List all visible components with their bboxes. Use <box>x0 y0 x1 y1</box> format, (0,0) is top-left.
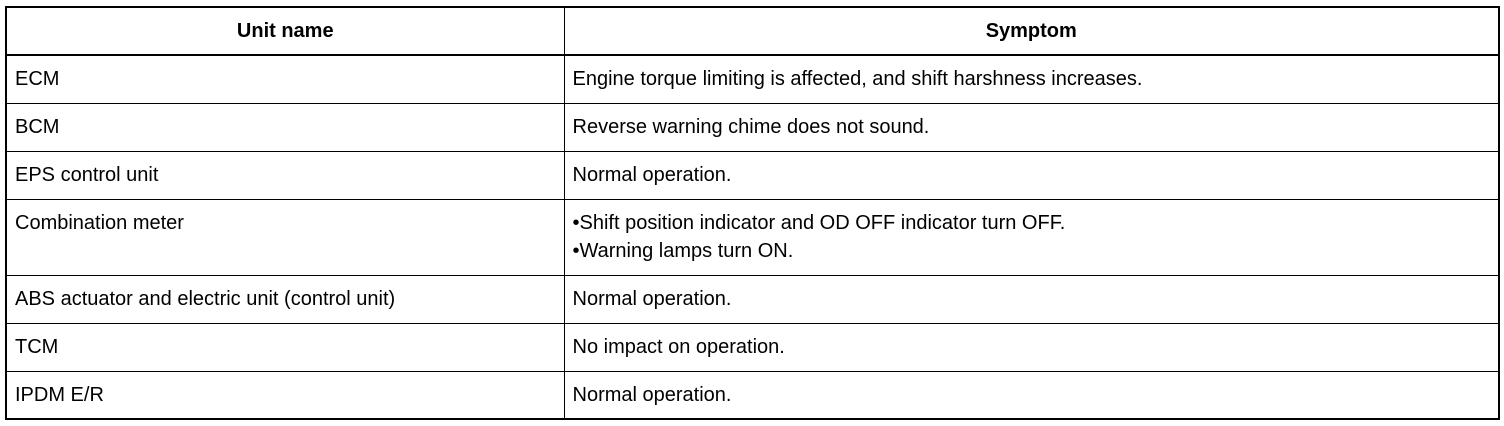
table-row <box>6 199 1499 275</box>
table-row <box>6 151 1499 199</box>
column-header-unit-name: Unit name <box>6 7 564 55</box>
table-row <box>6 371 1499 419</box>
unit-name-cell: IPDM E/R <box>6 371 564 419</box>
symptom-text: Normal operation. <box>572 383 732 406</box>
symptom-text: No impact on operation. <box>572 335 785 358</box>
symptom-cell <box>564 323 1499 371</box>
symptom-text: Reverse warning chime does not sound. <box>572 115 930 138</box>
symptom-text: Normal operation. <box>572 287 732 310</box>
symptom-cell <box>564 275 1499 323</box>
table-row <box>6 103 1499 151</box>
table-header-row <box>6 7 1499 55</box>
symptom-text: Normal operation. <box>572 163 732 186</box>
unit-name-cell: ABS actuator and electric unit (control unit) <box>6 275 564 323</box>
table-row <box>6 55 1499 103</box>
symptom-cell <box>564 371 1499 419</box>
symptom-cell <box>564 55 1499 103</box>
symptom-bullet: •Warning lamps turn ON. <box>572 239 794 262</box>
symptom-bullet: •Shift position indicator and OD OFF indicator turn OFF. <box>572 211 1066 234</box>
unit-name-cell: Combination meter <box>6 199 564 275</box>
table-row <box>6 323 1499 371</box>
column-header-symptom: Symptom <box>564 7 1499 55</box>
unit-name-cell: ECM <box>6 55 564 103</box>
symptom-cell <box>564 199 1499 275</box>
unit-name-cell: BCM <box>6 103 564 151</box>
unit-name-cell: TCM <box>6 323 564 371</box>
symptom-text: Engine torque limiting is affected, and shift harshness increases. <box>572 68 1143 90</box>
symptom-table <box>5 6 1500 420</box>
symptom-cell <box>564 103 1499 151</box>
symptom-cell <box>564 151 1499 199</box>
table-row <box>6 275 1499 323</box>
unit-name-cell: EPS control unit <box>6 151 564 199</box>
